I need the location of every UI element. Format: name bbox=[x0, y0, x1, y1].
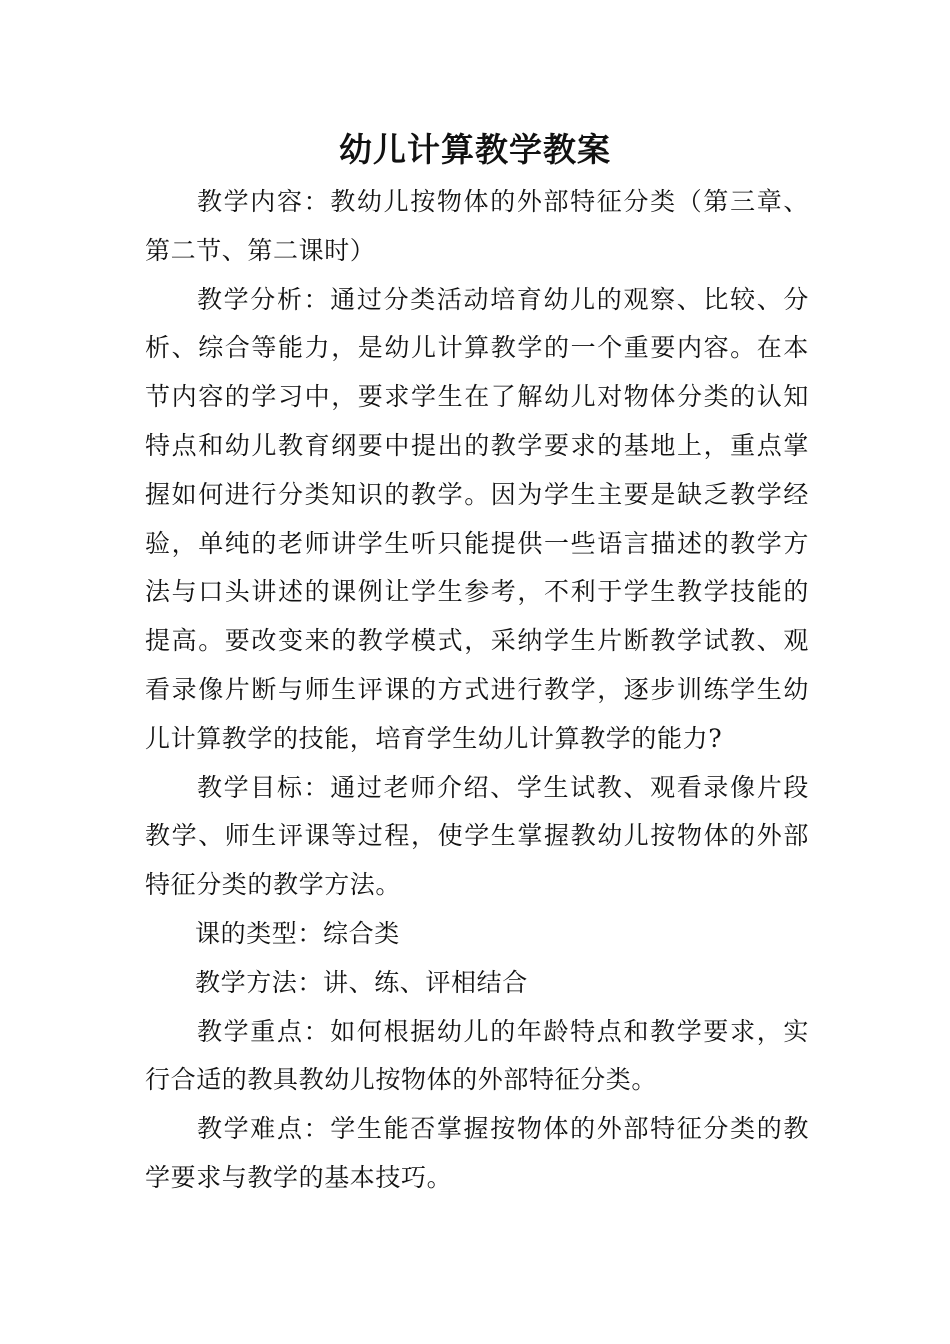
paragraph-teaching-analysis: 教学分析：通过分类活动培育幼儿的观察、比较、分析、综合等能力，是幼儿计算教学的一个重要内容。在本节内容的学习中，要求学生在了解幼儿对物体分类的认知特点和幼儿教育纲要中提出的教学要求的基地上，重点掌握如何进行分类知识的教学。因为学生主要是缺乏教学经验，单纯的老师讲学生听只能提供一些语言描述的教学方法与口头讲述的课例让学生参考，不利于学生教学技能的提高。要改变来的教学模式，采纳学生片断教学试教、观看录像片断与师生评课的方式进行教学，逐步训练学生幼儿计算教学的技能，培育学生幼儿计算教学的能力? bbox=[145, 284, 809, 753]
paragraph-teaching-content: 教学内容：教幼儿按物体的外部特征分类（第三章、第二节、第二课时） bbox=[145, 187, 809, 265]
paragraph-teaching-focus: 教学重点：如何根据幼儿的年龄特点和教学要求，实行合适的教具教幼儿按物体的外部特征分类。 bbox=[145, 1016, 809, 1095]
paragraph-teaching-method: 教学方法：讲、练、评相结合 bbox=[195, 967, 528, 997]
paragraph-teaching-difficulty: 教学难点：学生能否掌握按物体的外部特征分类的教学要求与教学的基本技巧。 bbox=[145, 1114, 809, 1192]
document-body bbox=[145, 178, 809, 1203]
paragraph-teaching-goal: 教学目标：通过老师介绍、学生试教、观看录像片段教学、师生评课等过程，使学生掌握教幼儿按物体的外部特征分类的教学方法。 bbox=[145, 772, 809, 900]
paragraph-lesson-type: 课的类型：综合类 bbox=[195, 918, 400, 948]
document-title: 幼儿计算教学教案 bbox=[339, 130, 611, 169]
